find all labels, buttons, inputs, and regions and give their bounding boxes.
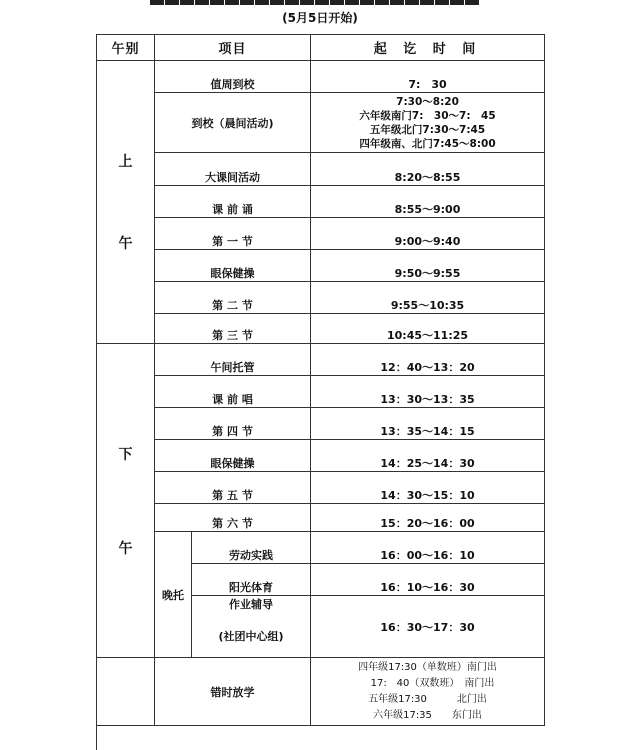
item-cell: 劳动实践	[192, 532, 311, 564]
item-cell: 午间托管	[155, 344, 311, 376]
table-row	[97, 250, 545, 282]
time-cell: 16：30～17：30	[311, 596, 545, 658]
time-line: 四年级南、北门7:45～8:00	[359, 137, 496, 150]
item-cell: 大课间活动	[155, 153, 311, 186]
item-line: 作业辅导	[229, 598, 273, 611]
table-row	[97, 186, 545, 218]
time-line: 六年级17:35 东门出	[373, 709, 482, 721]
item-cell: 眼保健操	[155, 440, 311, 472]
schedule-table	[96, 34, 545, 726]
title-fragment	[150, 0, 495, 5]
document-subtitle: (5月5日开始)	[282, 11, 358, 25]
header-row	[97, 35, 545, 61]
time-cell	[311, 93, 545, 153]
period-morning-bottom: 午	[118, 236, 133, 252]
item-cell: 第 四 节	[155, 408, 311, 440]
item-cell	[192, 596, 311, 658]
time-line: 五年级17:30 北门出	[368, 693, 487, 705]
time-cell: 13：30～13：35	[311, 376, 545, 408]
table-row	[97, 93, 545, 153]
item-cell: 第 一 节	[155, 218, 311, 250]
time-cell: 16：10～16：30	[311, 564, 545, 596]
time-cell: 8:55～9:00	[311, 186, 545, 218]
time-line: 四年级17:30（单数班）南门出	[358, 661, 497, 673]
time-cell: 12：40～13：20	[311, 344, 545, 376]
item-cell: 值周到校	[155, 61, 311, 93]
header-period: 午别	[97, 35, 155, 61]
time-cell: 7: 30	[311, 61, 545, 93]
time-cell: 14：30～15：10	[311, 472, 545, 504]
table-row	[97, 504, 545, 532]
period-afternoon	[97, 344, 155, 658]
item-cell: 到校（晨间活动)	[155, 93, 311, 153]
period-evening-care: 晚托	[155, 532, 192, 658]
table-row	[97, 472, 545, 504]
item-cell: 第 六 节	[155, 504, 311, 532]
time-cell: 10:45～11:25	[311, 314, 545, 344]
table-row	[97, 532, 545, 564]
item-cell: 第 三 节	[155, 314, 311, 344]
item-cell: 课 前 唱	[155, 376, 311, 408]
time-line: 五年级北门7:30～7:45	[369, 123, 486, 136]
time-line: 17: 40（双数班） 南门出	[360, 677, 495, 689]
time-cell: 9:55～10:35	[311, 282, 545, 314]
item-cell: 错时放学	[155, 658, 311, 726]
item-cell: 课 前 诵	[155, 186, 311, 218]
table-row	[97, 376, 545, 408]
period-afternoon-top: 下	[118, 446, 133, 463]
period-morning-top: 上	[118, 154, 133, 170]
item-cell: 阳光体育	[192, 564, 311, 596]
time-cell: 13：35～14：15	[311, 408, 545, 440]
table-row	[97, 440, 545, 472]
table-row	[97, 282, 545, 314]
period-empty	[97, 658, 155, 726]
table-row	[97, 658, 545, 726]
item-line: (社团中心组)	[218, 630, 284, 643]
time-cell	[311, 658, 545, 726]
table-row	[97, 61, 545, 93]
table-row	[97, 218, 545, 250]
time-line: 六年级南门7: 30～7: 45	[359, 109, 496, 122]
time-line: 7:30～8:20	[396, 95, 459, 108]
table-row	[97, 408, 545, 440]
header-item: 项目	[155, 35, 311, 61]
table-row	[97, 344, 545, 376]
time-cell: 15：20～16：00	[311, 504, 545, 532]
time-cell: 8:20～8:55	[311, 153, 545, 186]
period-afternoon-bottom: 午	[118, 540, 133, 557]
time-cell: 9:00～9:40	[311, 218, 545, 250]
header-time: 起 讫 时 间	[311, 35, 545, 61]
table-row	[97, 314, 545, 344]
time-cell: 16：00～16：10	[311, 532, 545, 564]
time-cell: 9:50～9:55	[311, 250, 545, 282]
time-cell: 14：25～14：30	[311, 440, 545, 472]
item-cell: 第 五 节	[155, 472, 311, 504]
table-row	[97, 153, 545, 186]
item-cell: 第 二 节	[155, 282, 311, 314]
period-morning	[97, 61, 155, 344]
item-cell: 眼保健操	[155, 250, 311, 282]
